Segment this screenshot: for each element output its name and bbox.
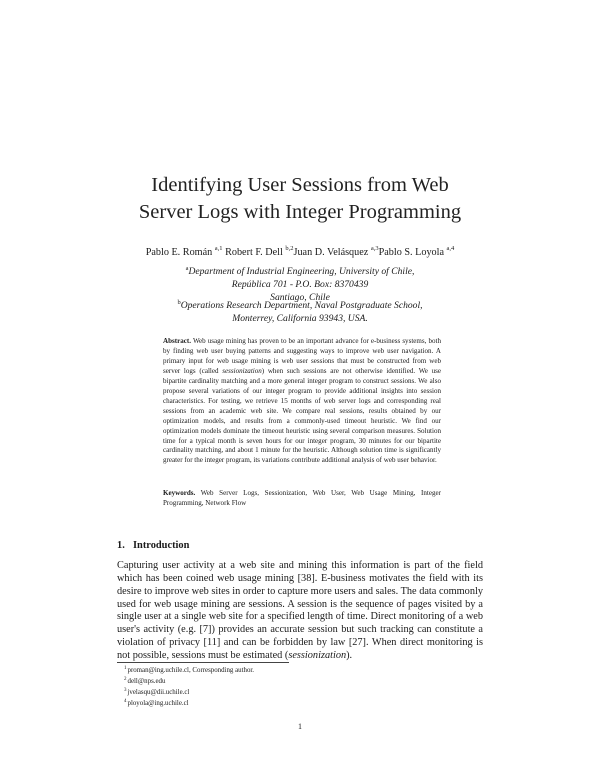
footnote-text: jvelasqu@dii.uchile.cl <box>127 689 190 696</box>
section-number: 1. <box>117 540 125 551</box>
footnote <box>124 675 165 686</box>
affiliation-line: República 701 - P.O. Box: 8370439 <box>231 279 369 290</box>
abstract-text: Web usage mining has proven to be an important advance for e-business systems, both by finding web user buying patterns and suggesting ways to improve web user navigation. A primary input for web usage mining is web user sessions that must be constructed from web server logs (called <box>163 337 441 375</box>
affiliation-b <box>100 296 500 325</box>
intro-paragraph <box>117 560 483 663</box>
keywords <box>163 489 441 509</box>
section-heading <box>117 540 189 551</box>
footnote-mark: 4 <box>124 699 127 704</box>
footnote-text: dell@nps.edu <box>127 678 166 685</box>
page-number: 1 <box>298 722 302 731</box>
keywords-label: Keywords. <box>163 489 196 497</box>
author-name: Pablo E. Román <box>145 247 213 258</box>
paper-title <box>60 172 540 226</box>
intro-term: sessionization <box>288 649 347 661</box>
footnote <box>124 664 254 675</box>
footnote-text: proman@ing.uchile.cl, Corresponding author. <box>127 667 255 674</box>
footnote-text: ployola@ing.uchile.cl <box>127 700 189 707</box>
footnote-mark: 3 <box>124 688 127 693</box>
author-affiliation-mark: a,4 <box>446 245 455 252</box>
affiliation-line: Santiago, Chile <box>270 292 330 303</box>
footnote-rule <box>117 662 289 663</box>
author-affiliation-mark: b,2 <box>285 245 294 252</box>
author-affiliation-mark: a,3 <box>370 245 379 252</box>
affiliation-line: Department of Industrial Engineering, University of Chile, <box>188 266 415 277</box>
abstract-label: Abstract. <box>163 337 191 345</box>
title-line-1: Identifying User Sessions from Web <box>151 174 449 196</box>
intro-text: Capturing user activity at a web site and mining this information is part of the field which has been coined web usage mining [38]. E-business motivates the field with its desire to improve web sites in order to capture more users and sales. The data commonly used for web usage mining are sessions. A session is the sequence of pages visited by a single user at a single web site for a specified length of time. Direct monitoring of a web user's activity (e.g. [7]) provides an accurate session but such tracking can constitute a violation of privacy [11] and can be forbidden by law [27]. When direct monitoring is not possible, sessions must be estimated ( <box>117 560 483 661</box>
affiliation-line: Operations Research Department, Naval Postgraduate School, <box>180 300 423 311</box>
affiliation-label: a <box>185 265 189 272</box>
intro-text: ). <box>346 649 353 661</box>
author-name: Juan D. Velásquez <box>293 247 369 258</box>
footnote <box>124 697 189 708</box>
footnote <box>124 686 189 697</box>
author-name: Robert F. Dell <box>225 247 283 258</box>
author-affiliation-mark: a,1 <box>214 245 223 252</box>
footnote-mark: 2 <box>124 677 127 682</box>
author-name: Pablo S. Loyola <box>378 247 444 258</box>
abstract <box>163 337 441 466</box>
section-title: Introduction <box>133 540 190 551</box>
keywords-text: Web Server Logs, Sessionization, Web User, Web Usage Mining, Integer Programming, Network Flow <box>163 489 441 507</box>
abstract-term: sessionization <box>222 366 262 375</box>
footnote-mark: 1 <box>124 666 127 671</box>
title-line-2: Server Logs with Integer Programming <box>138 201 462 223</box>
author-list <box>60 245 540 258</box>
affiliation-label: b <box>177 299 181 306</box>
affiliation-line: Monterrey, California 93943, USA. <box>232 313 368 324</box>
abstract-text: ) when such sessions are not otherwise identified. We use bipartite cardinality matching and a more general integer program to construct sessions. We also propose several variations of our integer program to provide additional insights into session characteristics. For testing, we retrieve 15 months of web server logs and corresponding real sessions from an academic web site. We compare real sessions, results obtained by our optimization models, and results from a commonly-used timeout heuristic. We find our optimization models dominate the timeout heuristic using several comparison measures. Solution time for a typical month is seven hours for our integer program, 30 minutes for our bipartite cardinality matching, and about 1 minute for the heuristic. Although solution time is significantly greater for the integer program, its variations contribute additional analysis of web user behavior. <box>163 366 442 465</box>
